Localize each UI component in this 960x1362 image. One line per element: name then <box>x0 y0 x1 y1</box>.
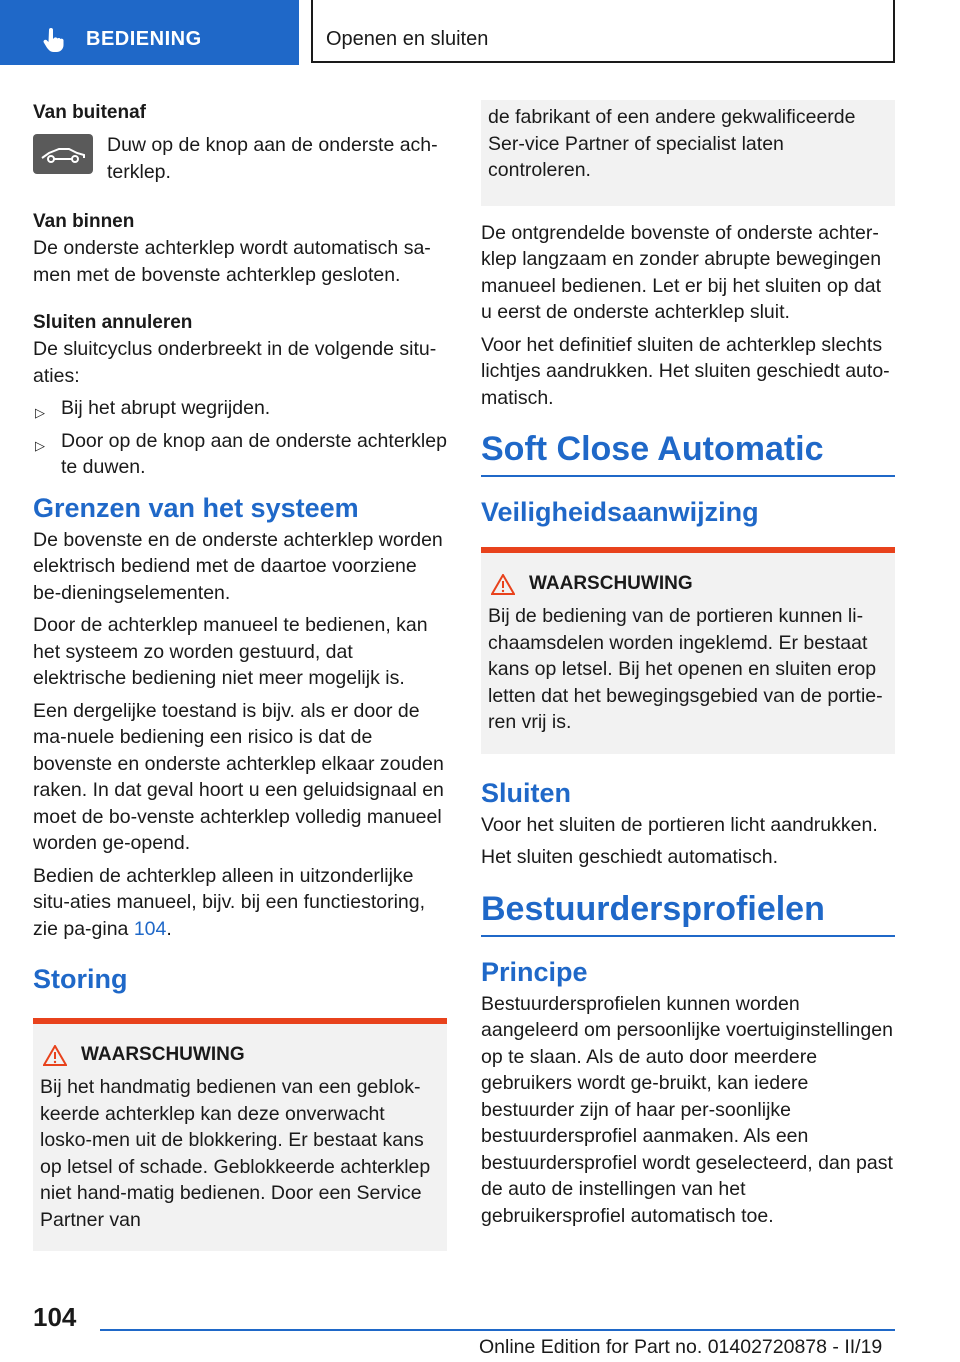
warning-triangle-icon <box>43 1045 67 1066</box>
warning-text: Bij het handmatig bedienen van een geblok-keerde achterklep kan deze onverwacht losko-men uit de blokkering. Er bestaat kans op letsel of schade. Geblokkeerde achterklep niet hand-matig bedienen. Door een Service Partner van <box>40 1076 431 1231</box>
warning-box-continued <box>481 100 895 206</box>
footer-divider <box>100 1329 895 1331</box>
right-paragraph-2: Voor het definitief sluiten de achterklep slechts lichtjes aandrukken. Het sluiten geschiedt auto-matisch. <box>481 333 890 409</box>
grenzen-paragraph-1: De bovenste en de onderste achterklep worden elektrisch bediend met de daartoe voorziene be-dieningselementen. <box>33 528 443 604</box>
heading-bestuurdersprofielen: Bestuurdersprofielen <box>481 889 895 937</box>
page-number: 104 <box>33 1302 77 1332</box>
warning-label: WAARSCHUWING <box>529 573 693 594</box>
section-tab <box>0 0 299 65</box>
hand-pointer-icon <box>40 27 66 53</box>
warning-continued-text: de fabrikant of een andere gekwalificeerde Ser-vice Partner of specialist laten controleren. <box>488 106 856 181</box>
list-item: ▷ Bij het abrupt wegrijden. <box>33 395 447 422</box>
warning-text: Bij de bediening van de portieren kunnen li-chaamsdelen worden ingeklemd. Er bestaat kans op letsel. Bij het openen en sluiten erop letten dat het bewegingsgebied van de portie-ren vrij is. <box>488 605 883 733</box>
heading-grenzen: Grenzen van het systeem <box>33 492 359 523</box>
list-item: ▷ Door op de knop aan de onderste achterklep te duwen. <box>35 429 447 478</box>
sluiten-paragraph-2: Het sluiten geschiedt automatisch. <box>481 846 778 868</box>
section-label: BEDIENING <box>86 28 202 50</box>
right-paragraph-1: De ontgrendelde bovenste of onderste achter-klep langzaam en zonder abrupte bewegingen manueel bedienen. Let er bij het sluiten op dat u eerst de onderste achterklep sluit. <box>481 221 882 323</box>
triangle-bullet-icon: ▷ <box>35 437 45 453</box>
text-sluiten-annuleren: De sluitcyclus onderbreekt in de volgende situ-aties: <box>33 338 437 387</box>
warning-box-soft-close <box>481 547 895 754</box>
chapter-title: Openen en sluiten <box>326 28 489 50</box>
heading-van-binnen: Van binnen <box>33 211 135 232</box>
warning-box-storing <box>33 1018 447 1251</box>
heading-principe: Principe <box>481 956 588 987</box>
heading-veiligheidsaanwijzing: Veiligheidsaanwijzing <box>481 497 759 527</box>
heading-van-buitenaf: Van buitenaf <box>33 102 146 123</box>
right-column <box>481 100 895 1235</box>
heading-storing: Storing <box>33 964 128 994</box>
triangle-bullet-icon: ▷ <box>35 405 45 420</box>
page-link[interactable]: 104 <box>133 917 167 940</box>
tailgate-button-icon <box>33 134 93 174</box>
heading-sluiten-annuleren: Sluiten annuleren <box>33 312 193 333</box>
warning-header <box>488 573 885 595</box>
button-instruction <box>33 132 447 191</box>
grenzen-paragraph-3: Een dergelijke toestand is bijv. als er door de ma-nuele bediening een risico is dat de bovenste en onderste achterklep elkaar zouden raken. In dat geval hoort u een geluidsignaal en moet de bo-venste achterklep volledig manueel worden ge-opend. <box>33 699 444 854</box>
left-column <box>33 100 447 1265</box>
edition-text: Online Edition for Part no. 01402720878 - II/19 <box>479 1336 883 1358</box>
text-van-buitenaf: Duw op de knop aan de onderste ach-terklep. <box>107 134 438 183</box>
principe-text: Bestuurdersprofielen kunnen worden aangeleerd om persoonlijke voertuiginstellingen op te slaan. Als de auto door meerdere gebruikers wordt ge-bruikt, kan iedere bestuurder zijn of haar per-soonlijke bestuurdersprofiel aanmaken. Als een bestuurdersprofiel wordt geselecteerd, dan past de auto de instellingen van het gebruikersprofiel automatisch toe. <box>481 992 893 1227</box>
warning-label: WAARSCHUWING <box>81 1044 245 1065</box>
heading-sluiten: Sluiten <box>481 777 572 808</box>
grenzen-paragraph-4: Bedien de achterklep alleen in uitzonderlijke situ-aties manueel, bijv. bij een functiestoring, zie pa-gina 104. <box>33 864 426 940</box>
warning-header <box>40 1044 437 1066</box>
grenzen-paragraph-2: Door de achterklep manueel te bedienen, kan het systeem zo worden gestuurd, dat elektrische bediening niet meer mogelijk is. <box>33 614 428 689</box>
text-van-binnen: De onderste achterklep wordt automatisch sa-men met de bovenste achterklep gesloten. <box>33 237 431 286</box>
heading-soft-close: Soft Close Automatic <box>481 429 895 477</box>
sluiten-paragraph-1: Voor het sluiten de portieren licht aandrukken. <box>481 813 878 836</box>
bullet-list <box>33 395 447 481</box>
warning-triangle-icon <box>491 574 515 595</box>
